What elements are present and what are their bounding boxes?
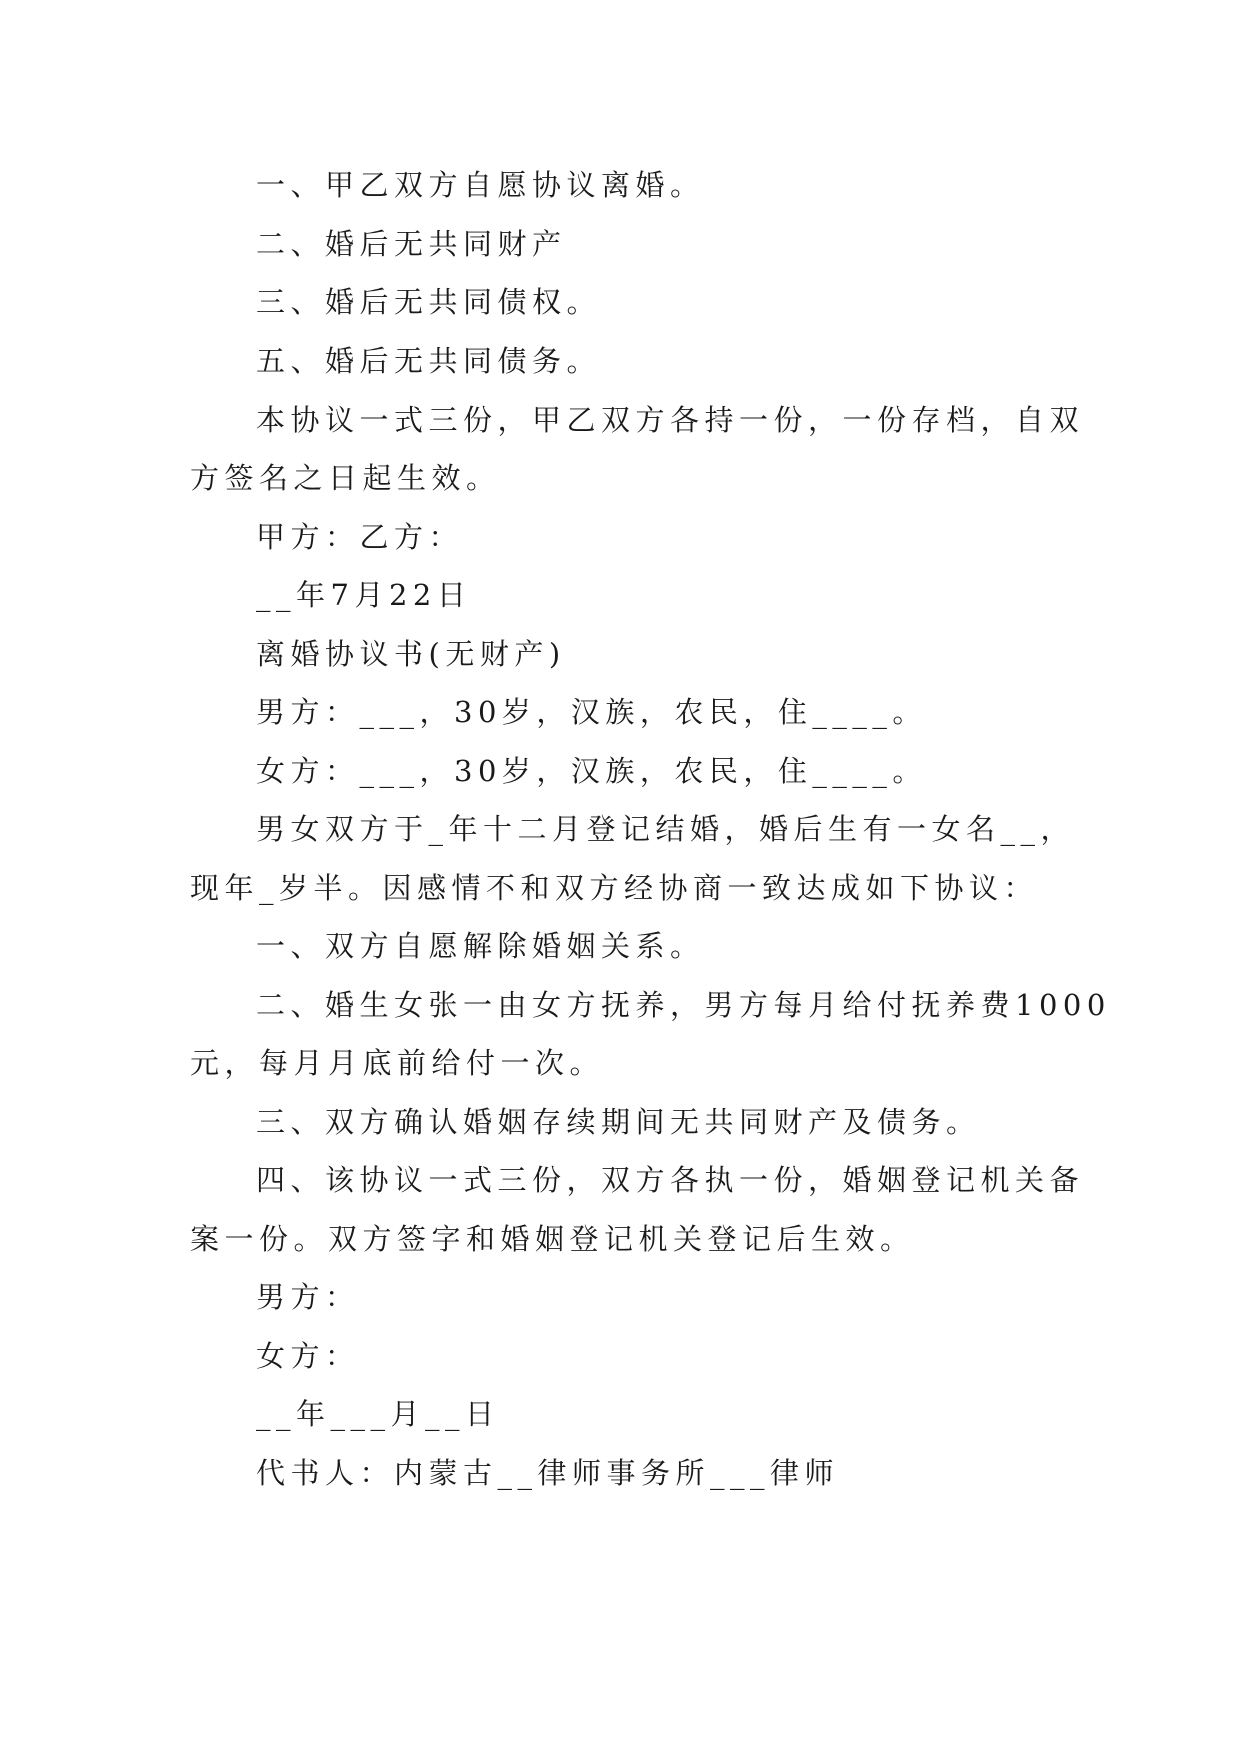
text-line: 方签名之日起生效。 [190,461,501,495]
text-line: 一、双方自愿解除婚姻关系。 [256,929,705,963]
text-line: 甲方：乙方： [256,520,464,554]
text-line: 女方： [256,1339,360,1373]
text-line: 男女双方于_年十二月登记结婚，婚后生有一女名__， [256,812,1076,846]
text-line: 二、婚生女张一由女方抚养，男方每月给付抚养费1000 [256,988,1111,1022]
text-line: 离婚协议书(无财产) [256,637,566,671]
text-line: __年___月__日 [256,1397,500,1431]
text-line: 男方：___，30岁，汉族，农民，住____。 [256,695,927,729]
text-line: 三、双方确认婚姻存续期间无共同财产及债务。 [256,1105,981,1139]
text-line: 代书人：内蒙古__律师事务所___律师 [256,1456,840,1490]
text-line: 二、婚后无共同财产 [256,227,567,261]
text-line: 本协议一式三份，甲乙双方各持一份，一份存档，自双 [256,403,1085,437]
text-line: 现年_岁半。因感情不和双方经协商一致达成如下协议： [190,871,1039,905]
text-line: 男方： [256,1280,360,1314]
text-line: 元，每月月底前给付一次。 [190,1046,605,1080]
text-line: 四、该协议一式三份，双方各执一份，婚姻登记机关备 [256,1163,1085,1197]
text-line: 案一份。双方签字和婚姻登记机关登记后生效。 [190,1222,915,1256]
text-line: 女方：___，30岁，汉族，农民，住____。 [256,754,927,788]
text-line: 五、婚后无共同债务。 [256,344,602,378]
text-line: __年7月22日 [256,578,472,612]
text-line: 三、婚后无共同债权。 [256,285,602,319]
text-line: 一、甲乙双方自愿协议离婚。 [256,168,705,202]
